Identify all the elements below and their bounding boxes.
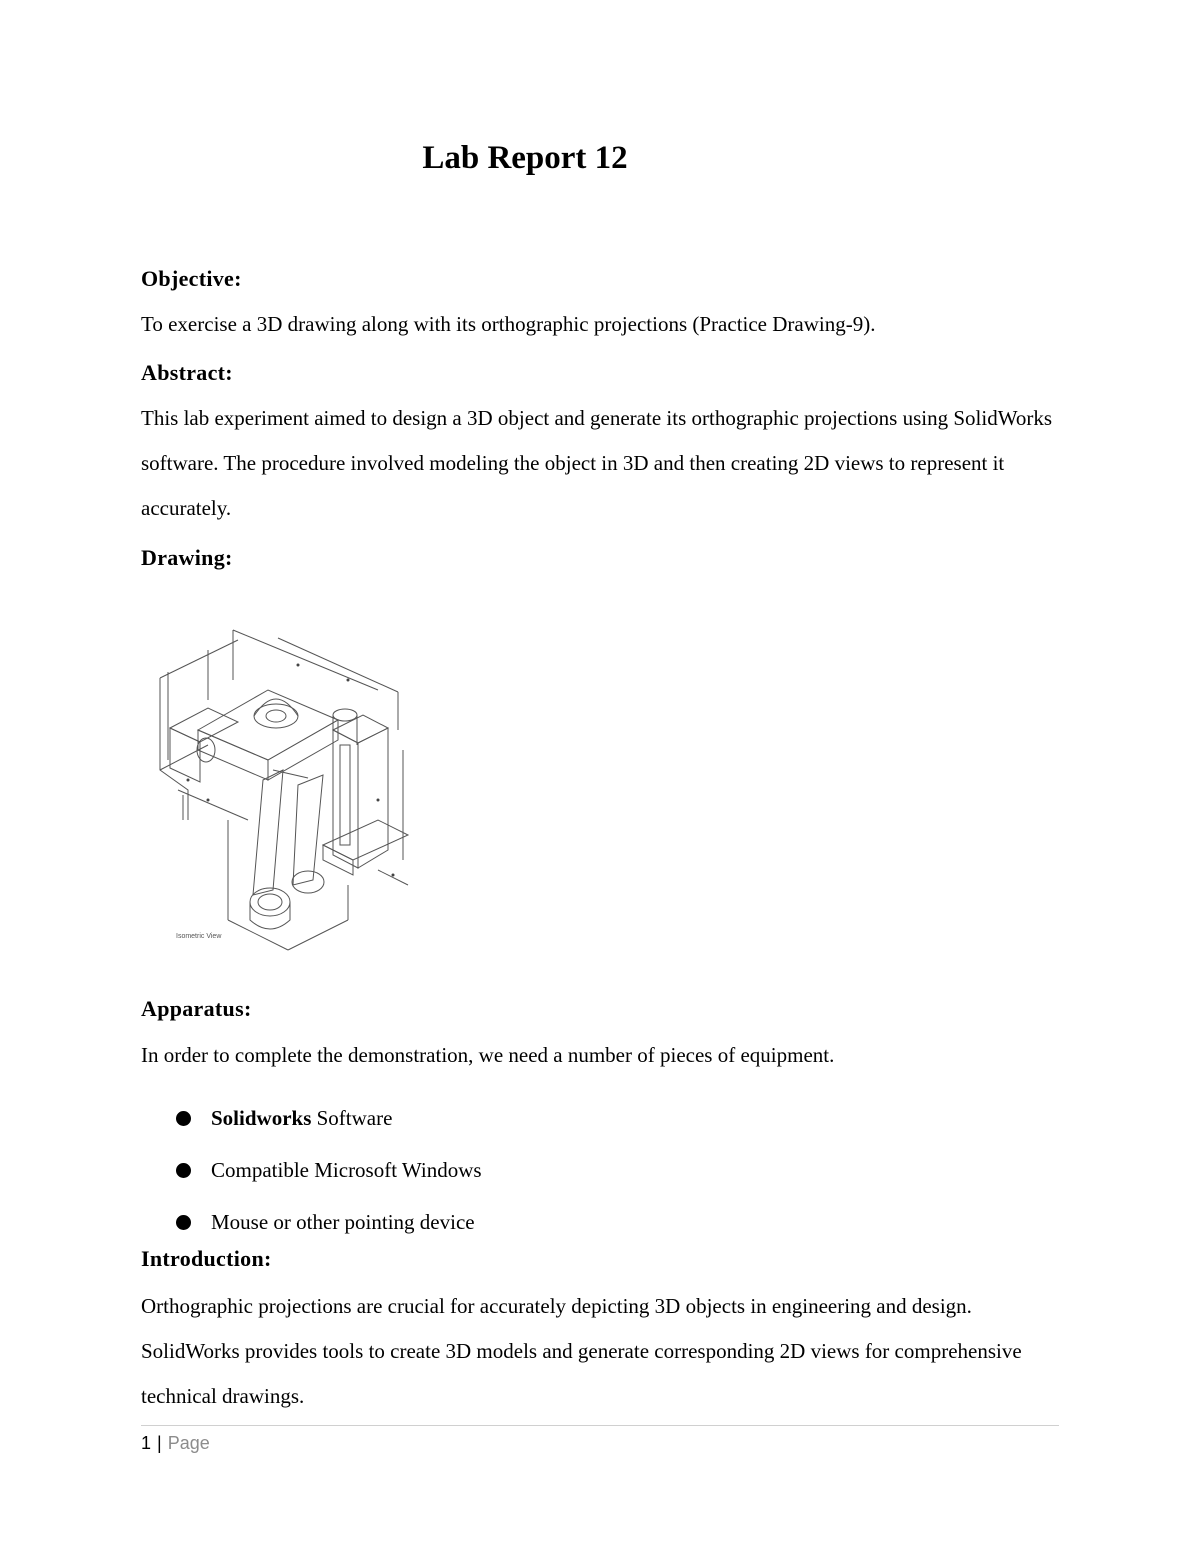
document-title [0,140,1050,177]
item-text: Compatible Microsoft Windows [211,1158,482,1182]
abstract-text: This lab experiment aimed to design a 3D object and generate its orthographic projections using SolidWorks software. The procedure involved modeling the object in 3D and then creating 2D views to represent it accurately. [141,406,1053,520]
objective-text: To exercise a 3D drawing along with its orthographic projections (Practice Drawing-9). [141,312,876,336]
footer-separator: | [157,1433,162,1453]
list-item [176,1092,482,1144]
bullet-icon [176,1215,191,1230]
objective-heading: Objective: [141,266,242,291]
footer-divider [141,1425,1059,1426]
apparatus-text: In order to complete the demonstration, we need a number of pieces of equipment. [141,1043,835,1067]
page-footer [141,1433,210,1454]
page-label: Page [167,1433,210,1453]
list-item [176,1196,482,1248]
page-number: 1 [141,1433,152,1453]
introduction-heading: Introduction: [141,1246,272,1271]
isometric-drawing-image [148,620,420,960]
bullet-icon [176,1111,191,1126]
title-text: Lab Report 12 [422,140,628,176]
abstract-heading: Abstract: [141,360,233,385]
list-item [176,1144,482,1196]
item-text: Mouse or other pointing device [211,1210,475,1234]
drawing-caption: Isometric View [176,933,222,940]
item-text: Software [311,1106,393,1130]
bullet-icon [176,1163,191,1178]
introduction-text: Orthographic projections are crucial for accurately depicting 3D objects in engineering and design. SolidWorks provides tools to create 3D models and generate corresponding 2D views for comprehensive technical drawings. [141,1294,1022,1408]
apparatus-list [176,1092,482,1248]
isometric-drawing [148,620,420,960]
item-bold: Solidworks [211,1106,312,1130]
drawing-heading: Drawing: [141,545,233,570]
apparatus-heading: Apparatus: [141,996,252,1021]
